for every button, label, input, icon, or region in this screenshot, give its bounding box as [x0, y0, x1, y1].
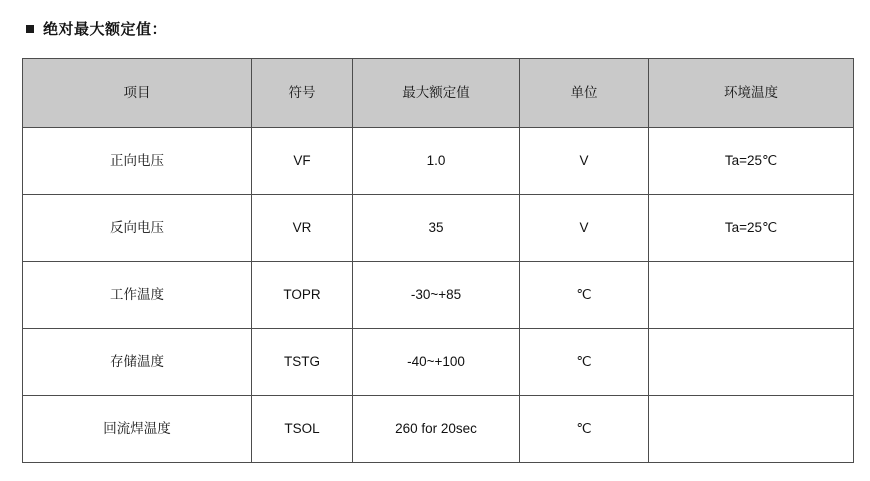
table-body	[23, 128, 854, 463]
cell-unit	[520, 128, 649, 195]
table-header	[23, 59, 854, 128]
cell-rating	[353, 396, 520, 463]
cell-rating-label: 35	[428, 219, 444, 235]
cell-ambient	[649, 396, 854, 463]
cell-rating-label: -40~+100	[407, 353, 465, 369]
cell-symbol	[252, 396, 353, 463]
cell-item-label: 回流焊温度	[103, 420, 171, 436]
cell-item-label: 存储温度	[110, 353, 164, 369]
cell-unit-label: ℃	[576, 353, 592, 369]
cell-ambient	[649, 128, 854, 195]
table-row	[23, 396, 854, 463]
table-row	[23, 195, 854, 262]
table-row	[23, 128, 854, 195]
cell-rating	[353, 329, 520, 396]
spec-table	[22, 58, 854, 463]
cell-ambient	[649, 262, 854, 329]
cell-symbol	[252, 128, 353, 195]
column-header-symbol	[252, 59, 353, 128]
cell-symbol	[252, 195, 353, 262]
table-row	[23, 262, 854, 329]
column-header-symbol-label: 符号	[288, 84, 316, 100]
cell-unit-label: V	[579, 152, 589, 168]
column-header-max-rating-label: 最大额定值	[402, 84, 470, 100]
cell-rating	[353, 262, 520, 329]
cell-unit	[520, 262, 649, 329]
cell-unit-label: ℃	[576, 420, 592, 436]
cell-item	[23, 329, 252, 396]
absolute-maximum-ratings-table	[22, 58, 848, 463]
cell-ambient	[649, 195, 854, 262]
cell-unit	[520, 195, 649, 262]
cell-symbol-label: TSTG	[284, 353, 320, 369]
cell-item	[23, 195, 252, 262]
table-header-row	[23, 59, 854, 128]
cell-unit-label: ℃	[576, 286, 592, 302]
column-header-item-label: 项目	[123, 84, 151, 100]
cell-rating-label: 260 for 20sec	[395, 420, 477, 436]
column-header-ambient-temperature	[649, 59, 854, 128]
cell-rating-label: 1.0	[426, 152, 446, 168]
cell-ambient	[649, 329, 854, 396]
cell-unit-label: V	[579, 219, 589, 235]
cell-symbol-label: TOPR	[283, 286, 321, 302]
cell-item-label: 反向电压	[110, 219, 164, 235]
cell-item-label: 工作温度	[110, 286, 164, 302]
cell-symbol	[252, 262, 353, 329]
cell-item	[23, 128, 252, 195]
cell-item-label: 正向电压	[110, 152, 164, 168]
table-row	[23, 329, 854, 396]
cell-ambient-label: Ta=25℃	[724, 152, 778, 168]
cell-ambient-label: Ta=25℃	[724, 219, 778, 235]
section-heading	[26, 18, 167, 39]
cell-rating	[353, 128, 520, 195]
column-header-ambient-temperature-label: 环境温度	[724, 84, 778, 100]
cell-symbol-label: VR	[292, 219, 312, 235]
section-heading-label: 绝对最大额定值：	[43, 21, 168, 38]
cell-symbol	[252, 329, 353, 396]
column-header-unit-label: 单位	[570, 84, 598, 100]
cell-symbol-label: VF	[293, 152, 311, 168]
cell-unit	[520, 396, 649, 463]
column-header-max-rating	[353, 59, 520, 128]
cell-rating	[353, 195, 520, 262]
square-bullet-icon	[26, 25, 34, 33]
cell-item	[23, 262, 252, 329]
cell-item	[23, 396, 252, 463]
cell-rating-label: -30~+85	[410, 286, 462, 302]
cell-unit	[520, 329, 649, 396]
column-header-item	[23, 59, 252, 128]
cell-symbol-label: TSOL	[284, 420, 320, 436]
column-header-unit	[520, 59, 649, 128]
